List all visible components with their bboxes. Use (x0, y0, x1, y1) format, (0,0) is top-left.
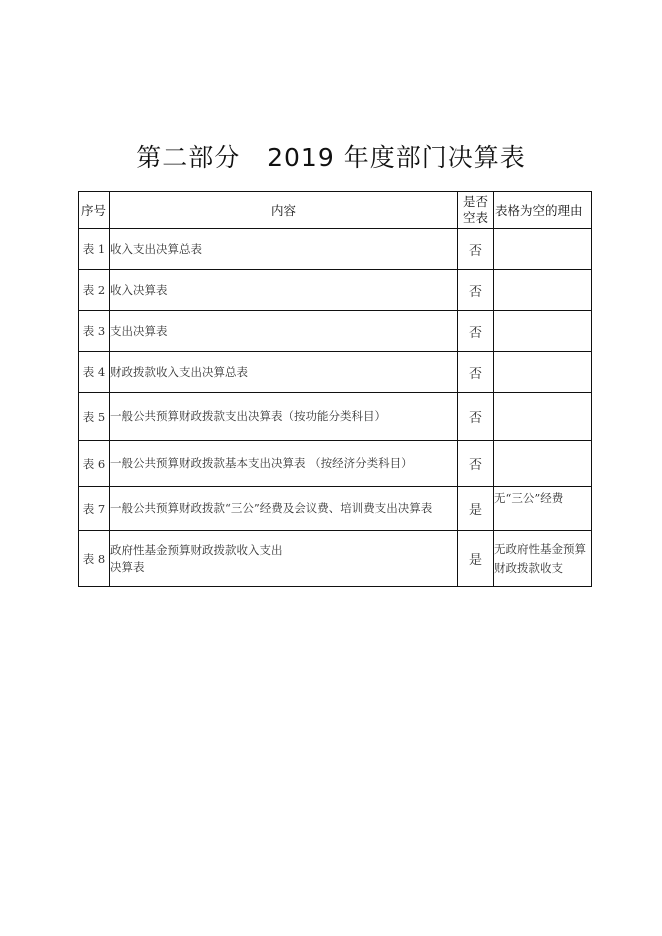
row-is-empty: 否 (458, 441, 494, 487)
table-row (79, 270, 592, 311)
row-empty-reason (494, 270, 592, 311)
header-serial-number: 序号 (79, 192, 110, 229)
table-row (79, 441, 592, 487)
row-content-line1: 政府性基金预算财政拨款收入支出 (110, 542, 283, 557)
row-content: 一般公共预算财政拨款“三公”经费及会议费、培训费支出决算表 (110, 487, 458, 531)
page-title: 第二部分 2019 年度部门决算表 (136, 143, 526, 172)
header-content: 内容 (110, 192, 458, 229)
row-serial-number: 表 7 (79, 487, 110, 531)
table-row (79, 487, 592, 531)
row-serial-number: 表 5 (79, 393, 110, 441)
row-empty-reason: 无“三公”经费 (494, 487, 592, 531)
row-content: 收入决算表 (110, 270, 458, 311)
row-serial-number: 表 4 (79, 352, 110, 393)
row-is-empty: 否 (458, 352, 494, 393)
row-empty-reason (494, 311, 592, 352)
row-content: 财政拨款收入支出决算总表 (110, 352, 458, 393)
row-content (110, 531, 458, 587)
table-row (79, 352, 592, 393)
row-serial-number: 表 2 (79, 270, 110, 311)
row-content: 收入支出决算总表 (110, 229, 458, 270)
row-is-empty: 否 (458, 393, 494, 441)
row-is-empty: 否 (458, 270, 494, 311)
row-is-empty: 否 (458, 229, 494, 270)
row-serial-number: 表 3 (79, 311, 110, 352)
header-is-empty (458, 192, 494, 229)
row-empty-reason-line2: 财政拨款收支 (494, 560, 563, 575)
table-row (79, 531, 592, 587)
row-content: 一般公共预算财政拨款基本支出决算表 （按经济分类科目） (110, 441, 458, 487)
row-is-empty: 是 (458, 531, 494, 587)
row-empty-reason-line1: 无政府性基金预算 (494, 541, 586, 556)
row-empty-reason (494, 531, 592, 587)
row-serial-number: 表 8 (79, 531, 110, 587)
header-is-empty-line1: 是否 (462, 194, 488, 209)
row-empty-reason (494, 393, 592, 441)
row-serial-number: 表 1 (79, 229, 110, 270)
row-content: 一般公共预算财政拨款支出决算表（按功能分类科目） (110, 393, 458, 441)
table-row (79, 393, 592, 441)
header-empty-reason: 表格为空的理由 (494, 192, 592, 229)
row-content: 支出决算表 (110, 311, 458, 352)
row-is-empty: 是 (458, 487, 494, 531)
report-index-table (78, 191, 592, 587)
row-empty-reason (494, 229, 592, 270)
row-empty-reason (494, 352, 592, 393)
table-header-row (79, 192, 592, 229)
header-is-empty-line2: 空表 (462, 210, 488, 225)
table-row (79, 311, 592, 352)
row-empty-reason (494, 441, 592, 487)
row-is-empty: 否 (458, 311, 494, 352)
row-serial-number: 表 6 (79, 441, 110, 487)
row-content-line2: 决算表 (110, 559, 145, 574)
table-row (79, 229, 592, 270)
